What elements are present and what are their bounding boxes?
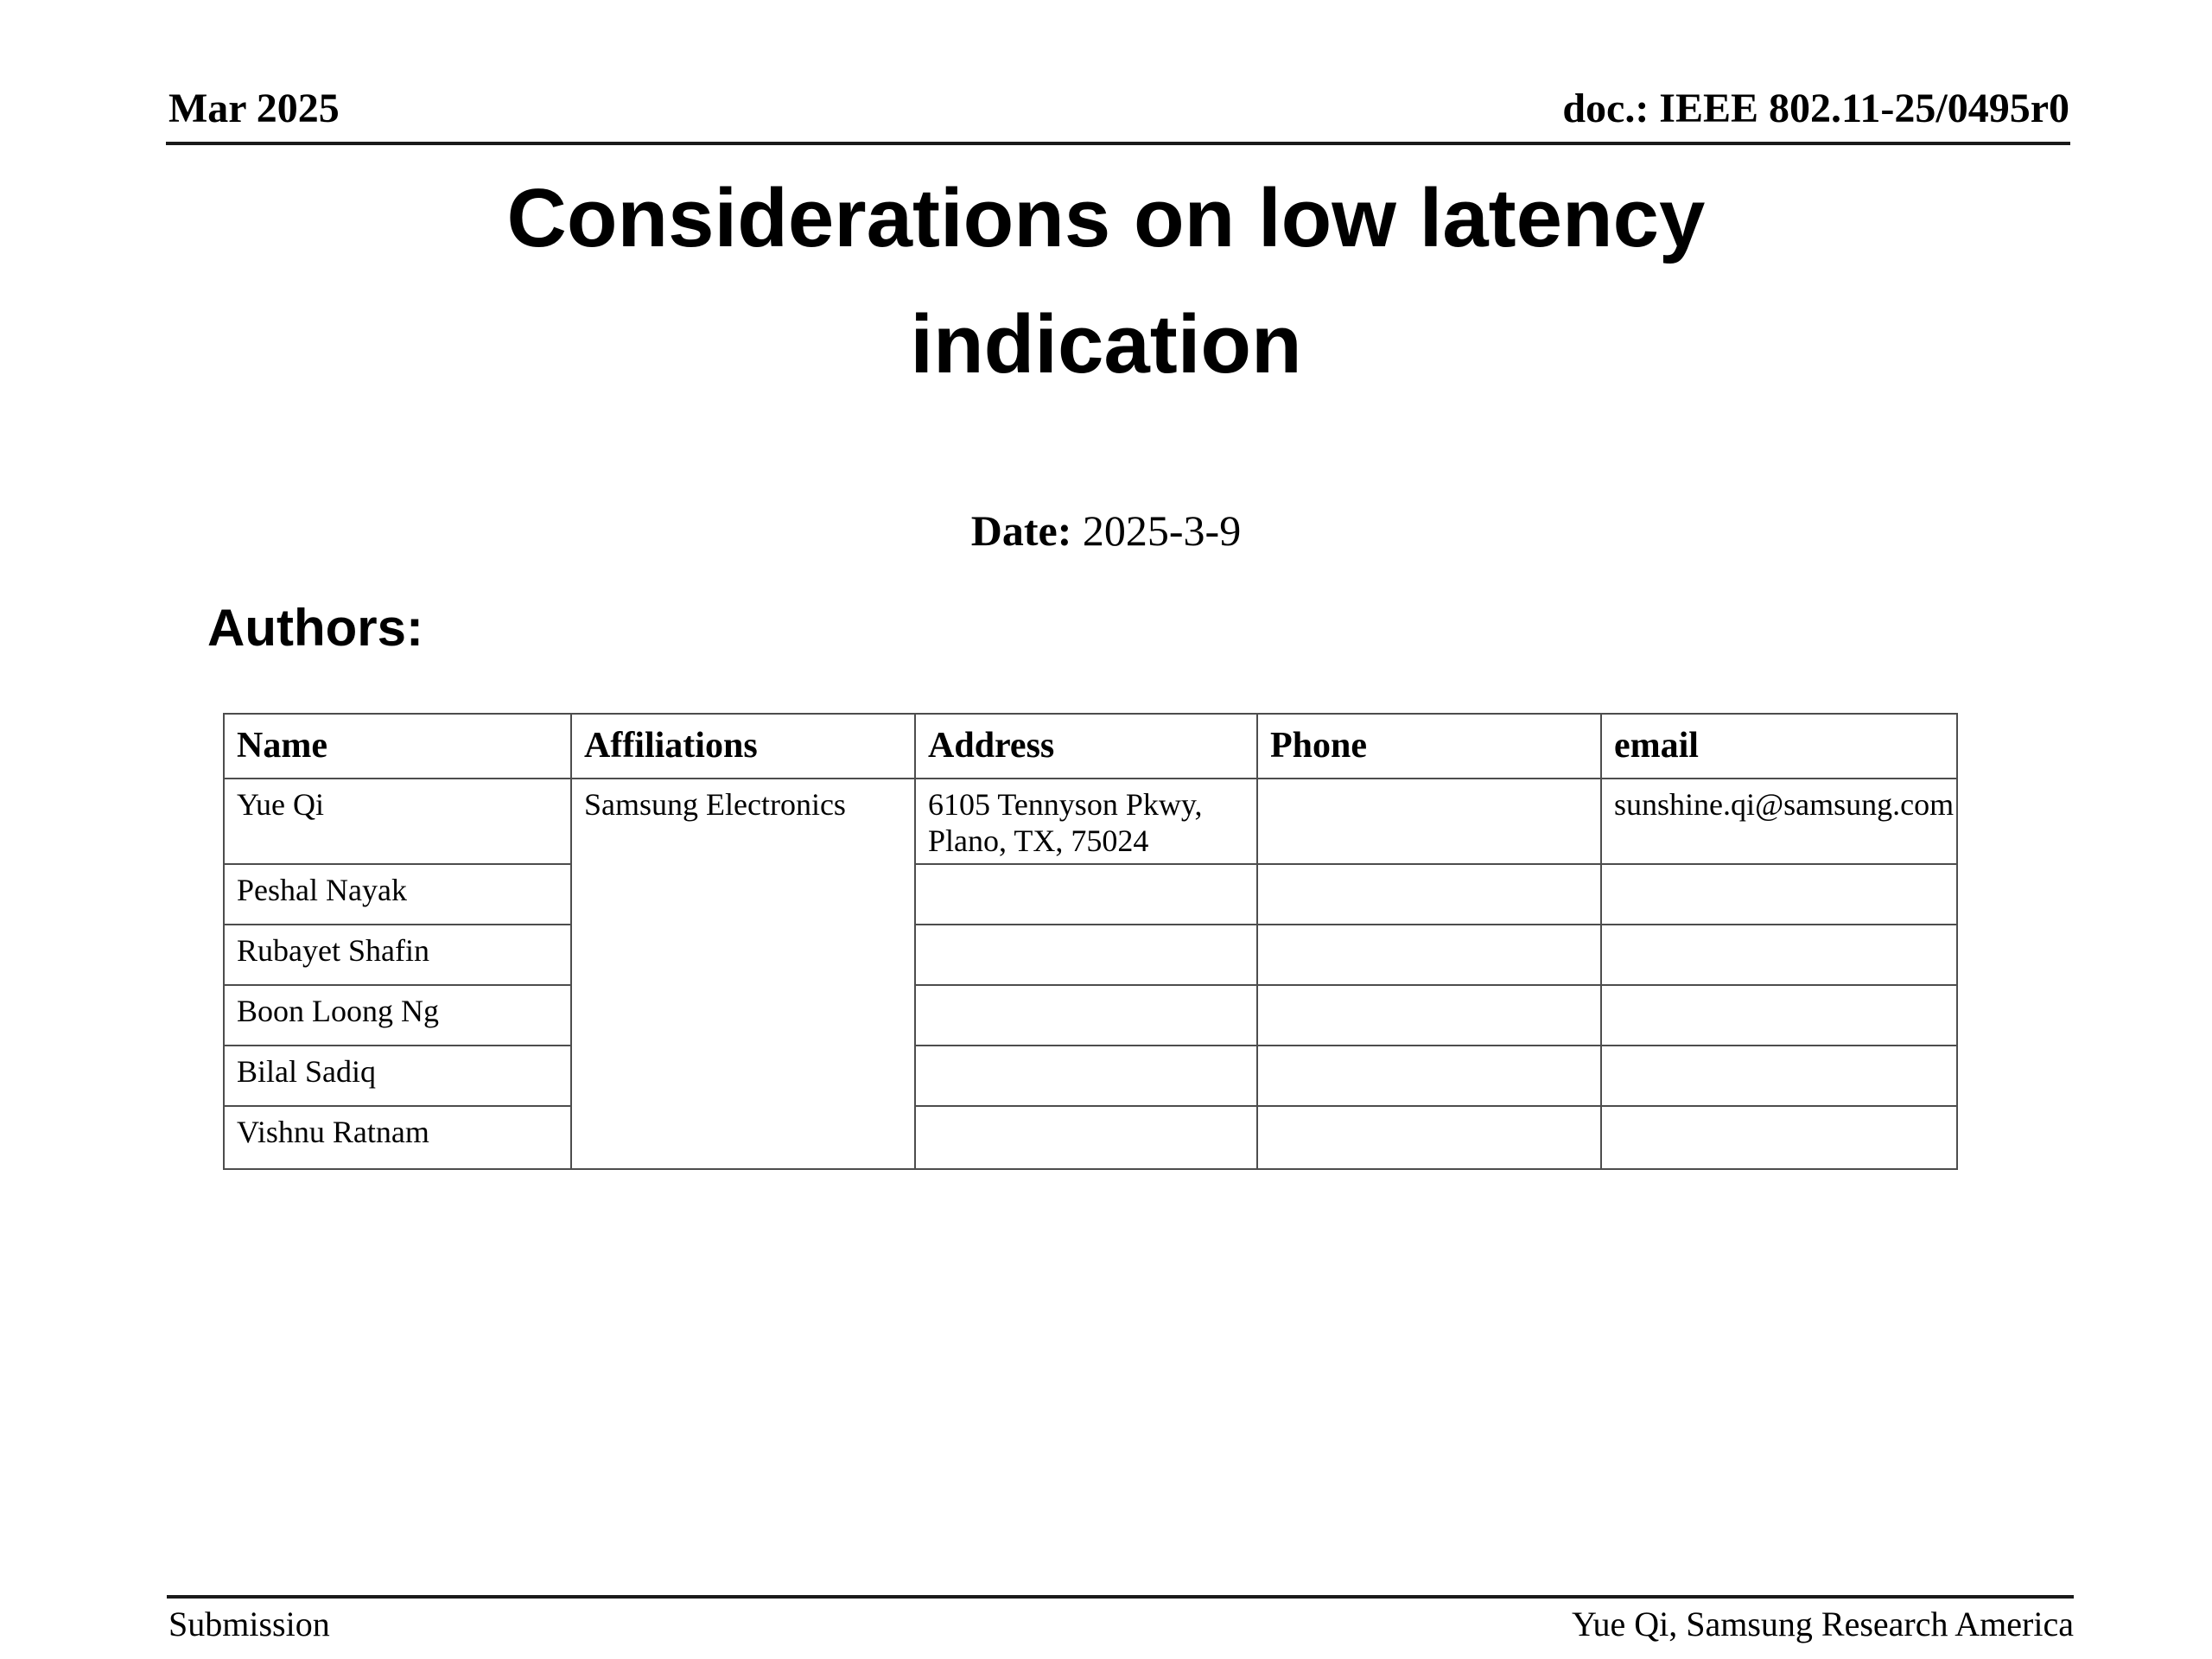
footer-author-affiliation: Yue Qi, Samsung Research America (1572, 1605, 2074, 1643)
address-cell (915, 1046, 1257, 1106)
phone-cell (1257, 1106, 1601, 1169)
footer-rule (167, 1595, 2074, 1599)
date-label: Date: (970, 506, 1072, 555)
email-cell: sunshine.qi@samsung.com (1601, 779, 1957, 864)
email-cell (1601, 925, 1957, 985)
author-name-cell: Bilal Sadiq (224, 1046, 571, 1106)
address-cell (915, 1106, 1257, 1169)
phone-cell (1257, 985, 1601, 1046)
col-header-address: Address (915, 714, 1257, 779)
phone-cell (1257, 925, 1601, 985)
col-header-name: Name (224, 714, 571, 779)
footer-submission: Submission (168, 1605, 330, 1643)
address-cell (915, 925, 1257, 985)
email-cell (1601, 1046, 1957, 1106)
col-header-affiliations: Affiliations (571, 714, 915, 779)
table-row (224, 925, 1957, 985)
email-cell (1601, 985, 1957, 1046)
email-cell (1601, 1106, 1957, 1169)
col-header-phone: Phone (1257, 714, 1601, 779)
phone-cell (1257, 1046, 1601, 1106)
date-line (0, 505, 2212, 556)
col-header-email: email (1601, 714, 1957, 779)
author-name-cell: Yue Qi (224, 779, 571, 864)
page-title: Considerations on low latency indication (506, 172, 1706, 391)
author-name-cell: Vishnu Ratnam (224, 1106, 571, 1169)
table-row (224, 985, 1957, 1046)
affiliation-cell: Samsung Electronics (571, 779, 915, 1169)
page-footer (168, 1604, 2074, 1644)
author-name-cell: Rubayet Shafin (224, 925, 571, 985)
table-row (224, 864, 1957, 925)
date-value: 2025-3-9 (1082, 506, 1242, 555)
phone-cell (1257, 779, 1601, 864)
table-row (224, 779, 1957, 864)
address-cell (915, 864, 1257, 925)
title-container (0, 156, 2212, 408)
header-month: Mar 2025 (168, 86, 340, 131)
address-cell: 6105 Tennyson Pkwy, Plano, TX, 75024 (915, 779, 1257, 864)
header-doc-number: doc.: IEEE 802.11-25/0495r0 (1562, 86, 2069, 131)
author-name-cell: Boon Loong Ng (224, 985, 571, 1046)
address-cell (915, 985, 1257, 1046)
phone-cell (1257, 864, 1601, 925)
page-header (168, 85, 2069, 132)
table-row (224, 1106, 1957, 1169)
table-header-row (224, 714, 1957, 779)
author-name-cell: Peshal Nayak (224, 864, 571, 925)
email-cell (1601, 864, 1957, 925)
authors-table (223, 713, 1958, 1170)
header-rule (166, 142, 2070, 145)
authors-label: Authors: (207, 599, 423, 657)
table-row (224, 1046, 1957, 1106)
